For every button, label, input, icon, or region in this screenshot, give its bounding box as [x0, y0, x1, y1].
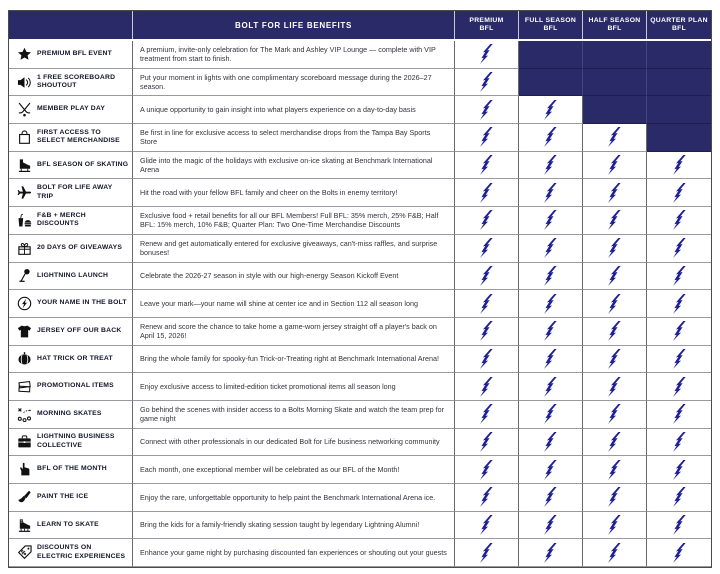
benefit-included-cell [583, 290, 647, 318]
benefit-description: A premium, invite-only celebration for The Mark and Ashley VIP Lounge — complete with VIP treatment from start to finish. [133, 41, 455, 69]
benefit-included-cell [519, 207, 583, 235]
benefit-included-cell [455, 69, 519, 97]
gift-icon [16, 240, 32, 256]
benefit-included-cell [455, 401, 519, 429]
lightning-bolt-icon [480, 127, 493, 147]
benefit-name-cell [9, 207, 133, 235]
benefit-included-cell [455, 152, 519, 180]
food-drink-icon [16, 212, 32, 228]
shopping-bag-icon [16, 129, 32, 145]
lightning-bolt-icon [544, 266, 557, 286]
plan-header-half-season [583, 11, 647, 39]
lightning-bolt-icon [608, 183, 621, 203]
benefit-description: Each month, one exceptional member will be celebrated as our BFL of the Month! [133, 456, 455, 484]
benefit-description: Bring the kids for a family-friendly skating session taught by legendary Lightning Alumni! [133, 512, 455, 540]
benefit-included-cell [519, 290, 583, 318]
benefit-label: DISCOUNTS ON ELECTRIC EXPERIENCES [37, 544, 126, 560]
lightning-bolt-icon [544, 210, 557, 230]
plan-header-premium [455, 11, 519, 39]
star-icon [16, 46, 32, 62]
benefit-name-cell [9, 429, 133, 457]
benefit-included-cell [647, 373, 711, 401]
benefit-included-cell [455, 456, 519, 484]
lightning-bolt-icon [544, 487, 557, 507]
benefit-name-cell [9, 69, 133, 97]
plan-header-premium-line1: PREMIUM [469, 16, 504, 24]
benefit-excluded-cell [647, 124, 711, 152]
lightning-bolt-icon [480, 72, 493, 92]
benefit-excluded-cell [583, 41, 647, 69]
benefit-label: PROMOTIONAL ITEMS [37, 382, 114, 390]
lightning-bolt-icon [544, 460, 557, 480]
benefit-row [9, 152, 711, 180]
lightning-bolt-icon [480, 377, 493, 397]
benefit-name-cell [9, 152, 133, 180]
benefit-description: Go behind the scenes with insider access to a Bolts Morning Skate and watch the team prep for game night [133, 401, 455, 429]
benefit-name-cell [9, 96, 133, 124]
benefit-label: BOLT FOR LIFE AWAY TRIP [37, 184, 113, 200]
benefit-included-cell [647, 179, 711, 207]
lightning-bolt-icon [608, 377, 621, 397]
lightning-bolt-icon [608, 543, 621, 563]
benefit-row [9, 484, 711, 512]
benefit-included-cell [455, 484, 519, 512]
benefit-included-cell [647, 263, 711, 291]
benefit-included-cell [519, 235, 583, 263]
benefit-included-cell [455, 318, 519, 346]
benefit-row [9, 346, 711, 374]
plan-header-half-season-line2: BFL [607, 25, 622, 32]
benefit-included-cell [519, 96, 583, 124]
lightning-bolt-icon [608, 127, 621, 147]
plan-header-premium-line2: BFL [479, 25, 494, 32]
benefit-included-cell [583, 318, 647, 346]
benefit-row [9, 207, 711, 235]
benefit-included-cell [583, 235, 647, 263]
benefit-included-cell [647, 456, 711, 484]
benefit-name-cell [9, 179, 133, 207]
benefit-name-cell [9, 263, 133, 291]
benefit-label: MORNING SKATES [37, 410, 102, 418]
lightning-bolt-icon [480, 543, 493, 563]
lightning-bolt-icon [480, 238, 493, 258]
lightning-bolt-icon [673, 238, 686, 258]
benefit-included-cell [455, 179, 519, 207]
benefit-excluded-cell [583, 69, 647, 97]
lightning-bolt-icon [544, 432, 557, 452]
benefit-included-cell [519, 512, 583, 540]
benefit-included-cell [455, 207, 519, 235]
ice-skate-icon [16, 157, 32, 173]
lightning-bolt-icon [544, 127, 557, 147]
lightning-bolt-icon [544, 515, 557, 535]
plan-header-full-season [519, 11, 583, 39]
benefit-description: Bring the whole family for spooky-fun Trick-or-Treating right at Benchmark International Arena! [133, 346, 455, 374]
lightning-bolt-icon [480, 155, 493, 175]
lightning-bolt-icon [480, 266, 493, 286]
benefit-description: Connect with other professionals in our dedicated Bolt for Life business networking community [133, 429, 455, 457]
benefit-name-cell [9, 456, 133, 484]
benefit-excluded-cell [519, 69, 583, 97]
lightning-bolt-icon [608, 487, 621, 507]
benefit-included-cell [647, 235, 711, 263]
benefit-included-cell [583, 263, 647, 291]
benefit-included-cell [519, 346, 583, 374]
benefit-name-cell [9, 401, 133, 429]
benefit-excluded-cell [647, 96, 711, 124]
lightning-bolt-icon [673, 543, 686, 563]
benefit-included-cell [647, 539, 711, 567]
foam-finger-icon [16, 462, 32, 478]
benefit-included-cell [583, 373, 647, 401]
lightning-bolt-icon [480, 44, 493, 64]
lightning-bolt-icon [608, 155, 621, 175]
benefit-included-cell [647, 484, 711, 512]
benefit-name-cell [9, 290, 133, 318]
bolt-circle-icon [16, 296, 32, 312]
lightning-bolt-icon [673, 460, 686, 480]
lightning-bolt-icon [673, 377, 686, 397]
jersey-icon [16, 323, 32, 339]
benefits-header-spacer [9, 11, 133, 39]
benefit-label: HAT TRICK OR TREAT [37, 354, 113, 362]
lightning-bolt-icon [480, 487, 493, 507]
benefit-label: 1 FREE SCOREBOARD SHOUTOUT [37, 73, 116, 90]
plan-header-quarter-plan-line2: BFL [671, 25, 687, 32]
lightning-bolt-icon [608, 294, 621, 314]
lightning-bolt-icon [480, 321, 493, 341]
microphone-icon [16, 268, 32, 284]
lightning-bolt-icon [480, 349, 493, 369]
benefit-included-cell [583, 152, 647, 180]
benefit-description: A unique opportunity to gain insight into what players experience on a day-to-day basis [133, 96, 455, 124]
benefit-included-cell [519, 429, 583, 457]
benefit-label: BFL OF THE MONTH [37, 465, 107, 473]
benefit-label: PAINT THE ICE [37, 493, 89, 501]
benefit-description: Be first in line for exclusive access to select merchandise drops from the Tampa Bay Sports Store [133, 124, 455, 152]
learn-skate-icon [16, 517, 32, 533]
speaker-icon [16, 74, 32, 90]
benefit-included-cell [583, 346, 647, 374]
lightning-bolt-icon [673, 349, 686, 369]
benefit-label: FIRST ACCESS TO SELECT MERCHANDISE [37, 128, 120, 145]
lightning-bolt-icon [608, 460, 621, 480]
benefit-name-cell [9, 235, 133, 263]
benefit-label: LIGHTNING LAUNCH [37, 271, 109, 279]
benefit-excluded-cell [647, 41, 711, 69]
benefit-included-cell [519, 456, 583, 484]
lightning-bolt-icon [608, 321, 621, 341]
benefit-name-cell [9, 539, 133, 567]
benefit-description: Renew and get automatically entered for exclusive giveaways, can't-miss raffles, and surprise bonuses! [133, 235, 455, 263]
benefit-row [9, 512, 711, 540]
benefits-table [8, 10, 712, 568]
lightning-bolt-icon [480, 100, 493, 120]
benefit-included-cell [455, 429, 519, 457]
benefit-name-cell [9, 484, 133, 512]
benefit-label: YOUR NAME IN THE BOLT [37, 299, 127, 307]
benefit-row [9, 124, 711, 152]
benefit-included-cell [583, 539, 647, 567]
benefit-included-cell [583, 484, 647, 512]
benefit-included-cell [519, 539, 583, 567]
benefit-excluded-cell [583, 96, 647, 124]
benefit-row [9, 96, 711, 124]
lightning-bolt-icon [544, 100, 557, 120]
benefit-description: Glide into the magic of the holidays with exclusive on-ice skating at Benchmark International Arena [133, 152, 455, 180]
lightning-bolt-icon [673, 404, 686, 424]
benefit-included-cell [519, 484, 583, 512]
benefit-excluded-cell [519, 41, 583, 69]
benefit-included-cell [455, 373, 519, 401]
lightning-bolt-icon [608, 238, 621, 258]
benefit-row [9, 318, 711, 346]
benefits-title: BOLT FOR LIFE BENEFITS [133, 11, 455, 39]
lightning-bolt-icon [544, 404, 557, 424]
lightning-bolt-icon [544, 294, 557, 314]
benefit-included-cell [583, 456, 647, 484]
lightning-bolt-icon [673, 266, 686, 286]
tickets-icon [16, 379, 32, 395]
benefit-name-cell [9, 373, 133, 401]
lightning-bolt-icon [480, 294, 493, 314]
lightning-bolt-icon [480, 432, 493, 452]
lightning-bolt-icon [608, 349, 621, 369]
lightning-bolt-icon [673, 487, 686, 507]
benefit-included-cell [519, 179, 583, 207]
benefit-included-cell [583, 429, 647, 457]
benefit-included-cell [455, 96, 519, 124]
benefit-description: Enhance your game night by purchasing discounted fan experiences or shouting out your guests [133, 539, 455, 567]
benefit-row [9, 69, 711, 97]
lightning-bolt-icon [480, 515, 493, 535]
benefit-included-cell [519, 152, 583, 180]
benefit-included-cell [519, 318, 583, 346]
pumpkin-icon [16, 351, 32, 367]
benefit-included-cell [647, 429, 711, 457]
benefit-description: Leave your mark—your name will shine at center ice and in Section 112 all season long [133, 290, 455, 318]
airplane-icon [16, 185, 32, 201]
benefit-label: F&B + MERCH DISCOUNTS [37, 211, 86, 228]
lightning-bolt-icon [673, 432, 686, 452]
benefit-included-cell [455, 539, 519, 567]
benefit-label: PREMIUM BFL EVENT [37, 50, 113, 58]
benefit-included-cell [583, 401, 647, 429]
benefit-included-cell [647, 512, 711, 540]
benefit-name-cell [9, 318, 133, 346]
benefit-included-cell [647, 401, 711, 429]
benefit-label: JERSEY OFF OUR BACK [37, 326, 122, 334]
lightning-bolt-icon [544, 377, 557, 397]
benefit-name-cell [9, 124, 133, 152]
benefit-included-cell [455, 290, 519, 318]
benefit-included-cell [519, 373, 583, 401]
lightning-bolt-icon [608, 210, 621, 230]
header-row [9, 11, 711, 41]
benefit-included-cell [647, 152, 711, 180]
plan-header-full-season-line2: BFL [543, 25, 558, 32]
lightning-bolt-icon [544, 155, 557, 175]
benefit-included-cell [455, 263, 519, 291]
lightning-bolt-icon [673, 155, 686, 175]
benefit-name-cell [9, 512, 133, 540]
benefit-description: Enjoy exclusive access to limited-edition ticket promotional items all season long [133, 373, 455, 401]
benefit-row [9, 41, 711, 69]
benefit-row [9, 401, 711, 429]
lightning-bolt-icon [480, 183, 493, 203]
benefit-label: LIGHTNING BUSINESS COLLECTIVE [37, 433, 115, 449]
lightning-bolt-icon [480, 460, 493, 480]
benefit-description: Put your moment in lights with one complimentary scoreboard message during the 2026–27 season. [133, 69, 455, 97]
benefit-included-cell [583, 124, 647, 152]
lightning-bolt-icon [544, 238, 557, 258]
lightning-bolt-icon [673, 515, 686, 535]
benefit-excluded-cell [647, 69, 711, 97]
plan-header-quarter-plan [647, 11, 711, 39]
benefit-row [9, 290, 711, 318]
lightning-bolt-icon [544, 349, 557, 369]
benefit-row [9, 456, 711, 484]
benefit-included-cell [455, 512, 519, 540]
benefit-row [9, 263, 711, 291]
hockey-sticks-icon [16, 102, 32, 118]
paintbrush-icon [16, 489, 32, 505]
benefit-label: MEMBER PLAY DAY [37, 105, 106, 113]
benefit-included-cell [647, 346, 711, 374]
benefit-label: BFL SEASON OF SKATING [37, 160, 129, 168]
benefit-description: Exclusive food + retail benefits for all our BFL Members! Full BFL: 35% merch, 25% F&B; Half BFL: 15% merch, 10% F&B; Quarter Plan: Two One-Time Merchandise Discounts [133, 207, 455, 235]
plan-header-quarter-plan-line1: QUARTER PLAN [650, 16, 708, 24]
benefit-included-cell [455, 235, 519, 263]
lightning-bolt-icon [544, 321, 557, 341]
lightning-bolt-icon [480, 210, 493, 230]
discount-tag-icon [16, 545, 32, 561]
benefit-included-cell [519, 124, 583, 152]
lightning-bolt-icon [608, 266, 621, 286]
benefit-included-cell [455, 346, 519, 374]
lightning-bolt-icon [544, 543, 557, 563]
benefit-row [9, 373, 711, 401]
briefcase-icon [16, 434, 32, 450]
benefit-included-cell [647, 290, 711, 318]
benefit-description: Hit the road with your fellow BFL family and cheer on the Bolts in enemy territory! [133, 179, 455, 207]
lightning-bolt-icon [480, 404, 493, 424]
benefit-included-cell [583, 512, 647, 540]
lightning-bolt-icon [608, 515, 621, 535]
benefit-row [9, 429, 711, 457]
benefit-included-cell [647, 318, 711, 346]
benefit-rows [9, 41, 711, 567]
lightning-bolt-icon [673, 210, 686, 230]
benefit-label: 20 DAYS OF GIVEAWAYS [37, 243, 123, 251]
lightning-bolt-icon [673, 294, 686, 314]
benefit-name-cell [9, 41, 133, 69]
benefit-row [9, 179, 711, 207]
lightning-bolt-icon [673, 183, 686, 203]
benefit-included-cell [647, 207, 711, 235]
benefit-included-cell [583, 207, 647, 235]
benefit-included-cell [455, 41, 519, 69]
benefit-included-cell [455, 124, 519, 152]
benefit-included-cell [583, 179, 647, 207]
lightning-bolt-icon [673, 321, 686, 341]
play-diagram-icon [16, 406, 32, 422]
benefit-row [9, 539, 711, 567]
plan-header-half-season-line1: HALF SEASON [588, 16, 641, 24]
lightning-bolt-icon [544, 183, 557, 203]
benefit-description: Enjoy the rare, unforgettable opportunity to help paint the Benchmark International Arena ice. [133, 484, 455, 512]
benefit-row [9, 235, 711, 263]
lightning-bolt-icon [608, 404, 621, 424]
benefit-included-cell [519, 263, 583, 291]
benefit-included-cell [519, 401, 583, 429]
benefit-description: Celebrate the 2026-27 season in style with our high-energy Season Kickoff Event [133, 263, 455, 291]
lightning-bolt-icon [608, 432, 621, 452]
benefit-label: LEARN TO SKATE [37, 520, 99, 528]
benefit-name-cell [9, 346, 133, 374]
benefit-description: Renew and score the chance to take home a game-worn jersey straight off a player's back on April 15, 2026! [133, 318, 455, 346]
plan-header-full-season-line1: FULL SEASON [524, 16, 577, 24]
